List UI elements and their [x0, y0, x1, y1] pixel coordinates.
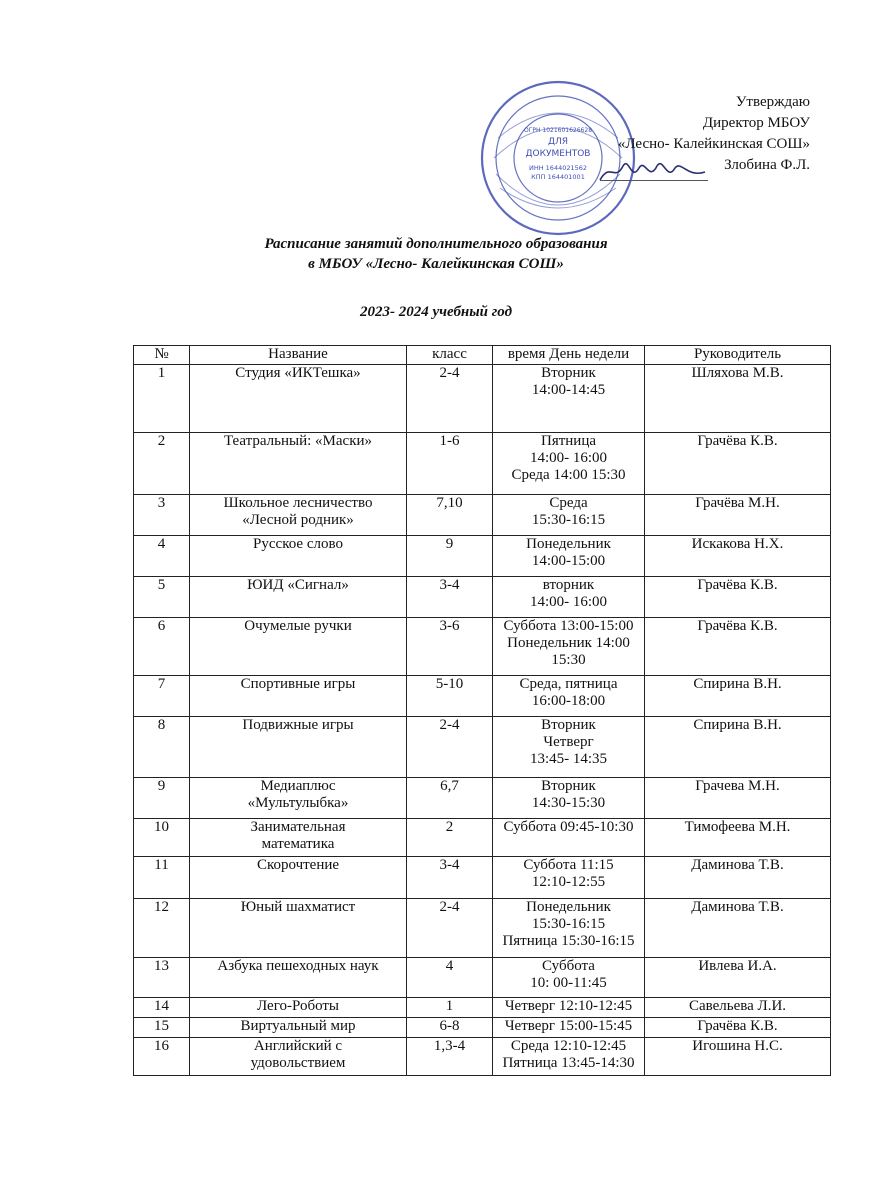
cell-leader: Грачева М.Н. [645, 778, 831, 819]
cell-number: 2 [134, 433, 190, 495]
cell-grade: 6,7 [407, 778, 493, 819]
cell-name: Виртуальный мир [190, 1018, 407, 1038]
cell-number: 3 [134, 495, 190, 536]
table-row [134, 1038, 831, 1076]
cell-leader: Искакова Н.Х. [645, 536, 831, 577]
cell-grade: 7,10 [407, 495, 493, 536]
cell-number: 1 [134, 365, 190, 433]
cell-time: Четверг 12:10-12:45 [493, 998, 645, 1018]
cell-number: 14 [134, 998, 190, 1018]
signature-line [600, 180, 708, 181]
cell-name: Лего-Роботы [190, 998, 407, 1018]
cell-number: 9 [134, 778, 190, 819]
cell-name: Скорочтение [190, 857, 407, 899]
cell-time: вторник 14:00- 16:00 [493, 577, 645, 618]
cell-grade: 3-6 [407, 618, 493, 676]
cell-time: Суббота 09:45-10:30 [493, 819, 645, 857]
cell-time: Вторник 14:30-15:30 [493, 778, 645, 819]
cell-leader: Грачёва К.В. [645, 433, 831, 495]
cell-name: Спортивные игры [190, 676, 407, 717]
cell-time: Вторник Четверг 13:45- 14:35 [493, 717, 645, 778]
cell-number: 8 [134, 717, 190, 778]
cell-grade: 6-8 [407, 1018, 493, 1038]
table-row [134, 365, 831, 433]
cell-number: 12 [134, 899, 190, 958]
cell-number: 6 [134, 618, 190, 676]
cell-grade: 3-4 [407, 577, 493, 618]
approval-line-4: Злобина Ф.Л. [724, 157, 810, 173]
cell-name: Школьное лесничество «Лесной родник» [190, 495, 407, 536]
table-row [134, 899, 831, 958]
cell-time: Суббота 10: 00-11:45 [493, 958, 645, 998]
table-header-row [134, 346, 831, 365]
table-row [134, 998, 831, 1018]
cell-name: Очумелые ручки [190, 618, 407, 676]
cell-name: Юный шахматист [190, 899, 407, 958]
cell-grade: 1,3-4 [407, 1038, 493, 1076]
table-row [134, 717, 831, 778]
cell-time: Четверг 15:00-15:45 [493, 1018, 645, 1038]
cell-time: Суббота 11:15 12:10-12:55 [493, 857, 645, 899]
cell-leader: Савельева Л.И. [645, 998, 831, 1018]
cell-number: 16 [134, 1038, 190, 1076]
cell-time: Суббота 13:00-15:00 Понедельник 14:00 15:30 [493, 618, 645, 676]
table-row [134, 433, 831, 495]
cell-number: 5 [134, 577, 190, 618]
cell-grade: 1-6 [407, 433, 493, 495]
table-row [134, 1018, 831, 1038]
cell-name: Студия «ИКТешка» [190, 365, 407, 433]
cell-grade: 2 [407, 819, 493, 857]
approval-block [618, 92, 810, 176]
table-row [134, 495, 831, 536]
stamp-text-mid: ДОКУМЕНТОВ [525, 149, 591, 159]
cell-grade: 1 [407, 998, 493, 1018]
cell-time: Среда, пятница 16:00-18:00 [493, 676, 645, 717]
cell-leader: Спирина В.Н. [645, 717, 831, 778]
cell-time: Понедельник 14:00-15:00 [493, 536, 645, 577]
approval-line-1: Утверждаю [735, 94, 810, 110]
cell-leader: Шляхова М.В. [645, 365, 831, 433]
cell-number: 10 [134, 819, 190, 857]
cell-time: Среда 15:30-16:15 [493, 495, 645, 536]
header-grade: класс [407, 346, 493, 365]
cell-grade: 9 [407, 536, 493, 577]
cell-time: Понедельник 15:30-16:15 Пятница 15:30-16:15 [493, 899, 645, 958]
cell-name: Театральный: «Маски» [190, 433, 407, 495]
header-leader: Руководитель [645, 346, 831, 365]
header-time: время День недели [493, 346, 645, 365]
cell-number: 11 [134, 857, 190, 899]
document-title-line-2: в МБОУ «Лесно- Калейкинская СОШ» [308, 256, 564, 272]
cell-leader: Грачёва К.В. [645, 1018, 831, 1038]
cell-leader: Грачёва К.В. [645, 618, 831, 676]
table-row [134, 958, 831, 998]
schedule-table [133, 345, 831, 1076]
cell-leader: Даминова Т.В. [645, 899, 831, 958]
cell-number: 15 [134, 1018, 190, 1038]
approval-line-2: Директор МБОУ [702, 115, 810, 131]
document-title-line-1: Расписание занятий дополнительного образования [264, 236, 608, 252]
table-row [134, 778, 831, 819]
cell-leader: Даминова Т.В. [645, 857, 831, 899]
cell-leader: Грачёва М.Н. [645, 495, 831, 536]
cell-name: Медиаплюс «Мультулыбка» [190, 778, 407, 819]
header-name: Название [190, 346, 407, 365]
cell-number: 4 [134, 536, 190, 577]
cell-name: Английский с удовольствием [190, 1038, 407, 1076]
cell-grade: 3-4 [407, 857, 493, 899]
table-row [134, 857, 831, 899]
cell-name: Подвижные игры [190, 717, 407, 778]
cell-name: Занимательная математика [190, 819, 407, 857]
cell-time: Пятница 14:00- 16:00 Среда 14:00 15:30 [493, 433, 645, 495]
header-number: № [134, 346, 190, 365]
cell-grade: 2-4 [407, 717, 493, 778]
academic-year: 2023- 2024 учебный год [359, 304, 513, 320]
cell-time: Среда 12:10-12:45 Пятница 13:45-14:30 [493, 1038, 645, 1076]
cell-grade: 4 [407, 958, 493, 998]
cell-grade: 2-4 [407, 365, 493, 433]
cell-number: 7 [134, 676, 190, 717]
table-row [134, 536, 831, 577]
cell-name: ЮИД «Сигнал» [190, 577, 407, 618]
cell-grade: 5-10 [407, 676, 493, 717]
cell-leader: Тимофеева М.Н. [645, 819, 831, 857]
stamp-text-top: ДЛЯ [547, 137, 569, 147]
approval-line-3: «Лесно- Калейкинская СОШ» [617, 136, 810, 152]
stamp-inn: ИНН 1644021562 [528, 164, 588, 172]
cell-name: Азбука пешеходных наук [190, 958, 407, 998]
cell-number: 13 [134, 958, 190, 998]
cell-time: Вторник 14:00-14:45 [493, 365, 645, 433]
table-row [134, 577, 831, 618]
stamp-ogrn: ОГРН 1021601626628 [523, 127, 593, 134]
cell-leader: Игошина Н.С. [645, 1038, 831, 1076]
cell-leader: Спирина В.Н. [645, 676, 831, 717]
cell-leader: Ивлева И.А. [645, 958, 831, 998]
table-row [134, 618, 831, 676]
table-row [134, 676, 831, 717]
cell-leader: Грачёва К.В. [645, 577, 831, 618]
table-row [134, 819, 831, 857]
cell-grade: 2-4 [407, 899, 493, 958]
cell-name: Русское слово [190, 536, 407, 577]
stamp-kpp: КПП 164401001 [531, 173, 585, 181]
